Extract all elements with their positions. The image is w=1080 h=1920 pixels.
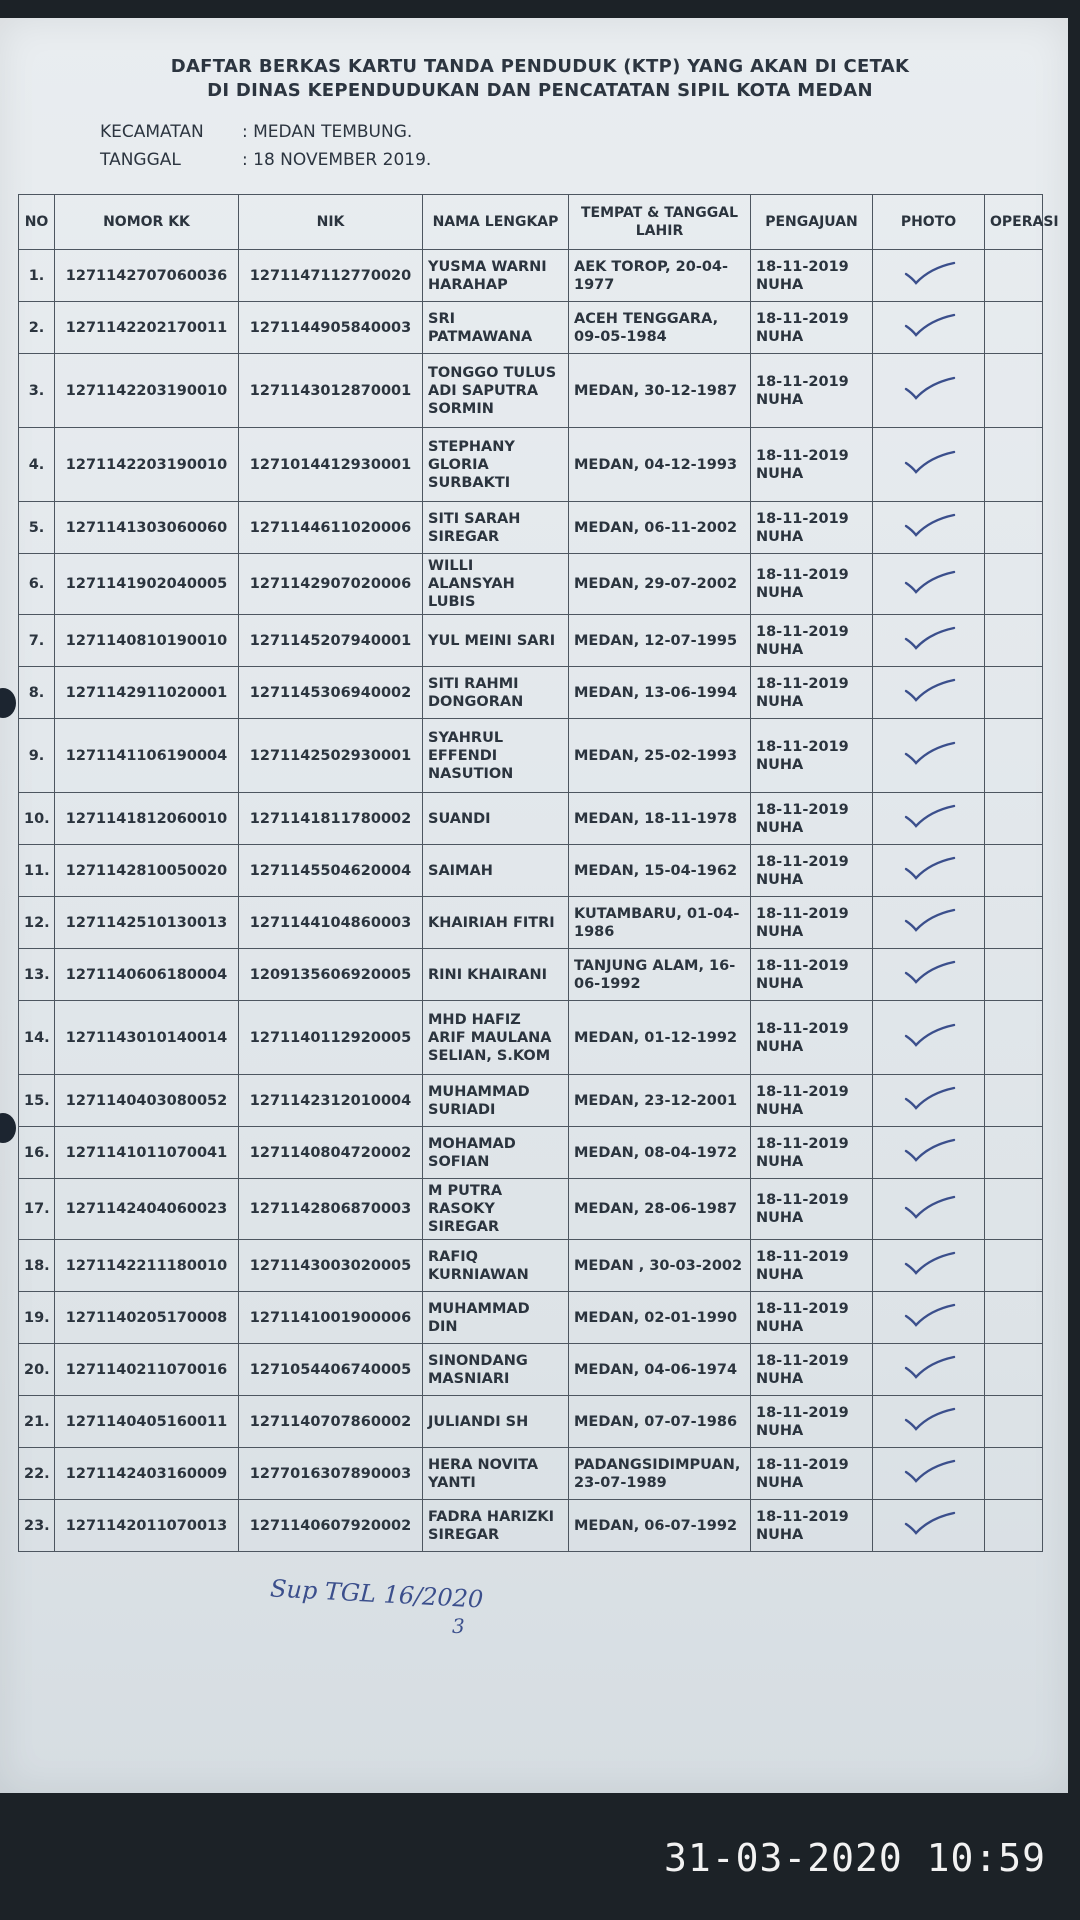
cell-pengajuan: 18-11-2019 NUHA xyxy=(751,667,873,719)
header-nik: NIK xyxy=(239,195,423,250)
cell-no: 7. xyxy=(19,615,55,667)
cell-pengajuan: 18-11-2019 NUHA xyxy=(751,1500,873,1552)
cell-pengajuan: 18-11-2019 NUHA xyxy=(751,428,873,502)
checkmark-icon xyxy=(900,959,958,985)
cell-operasi xyxy=(985,554,1043,615)
cell-nik: 1209135606920005 xyxy=(239,949,423,1001)
cell-nomor-kk: 1271142202170011 xyxy=(55,302,239,354)
cell-nama-lengkap: KHAIRIAH FITRI xyxy=(423,897,569,949)
cell-tempat-tanggal-lahir: MEDAN, 13-06-1994 xyxy=(569,667,751,719)
header-nomor-kk: NOMOR KK xyxy=(55,195,239,250)
table-row xyxy=(19,615,1043,667)
cell-nama-lengkap: TONGGO TULUS ADI SAPUTRA SORMIN xyxy=(423,354,569,428)
table-row xyxy=(19,250,1043,302)
cell-no: 6. xyxy=(19,554,55,615)
cell-pengajuan: 18-11-2019 NUHA xyxy=(751,719,873,793)
cell-photo xyxy=(873,1127,985,1179)
cell-nama-lengkap: SUANDI xyxy=(423,793,569,845)
cell-no: 4. xyxy=(19,428,55,502)
cell-no: 9. xyxy=(19,719,55,793)
cell-photo xyxy=(873,1179,985,1240)
cell-photo xyxy=(873,1001,985,1075)
cell-pengajuan: 18-11-2019 NUHA xyxy=(751,949,873,1001)
cell-nomor-kk: 1271142211180010 xyxy=(55,1240,239,1292)
cell-tempat-tanggal-lahir: MEDAN, 25-02-1993 xyxy=(569,719,751,793)
cell-operasi xyxy=(985,1396,1043,1448)
checkmark-icon xyxy=(900,260,958,286)
cell-nik: 1271142806870003 xyxy=(239,1179,423,1240)
checkmark-icon xyxy=(900,1510,958,1536)
cell-tempat-tanggal-lahir: MEDAN, 29-07-2002 xyxy=(569,554,751,615)
cell-no: 1. xyxy=(19,250,55,302)
document-title-line2: DI DINAS KEPENDUDUKAN DAN PENCATATAN SIPIL KOTA MEDAN xyxy=(207,80,873,101)
cell-nama-lengkap: RAFIQ KURNIAWAN xyxy=(423,1240,569,1292)
cell-pengajuan: 18-11-2019 NUHA xyxy=(751,1292,873,1344)
cell-no: 19. xyxy=(19,1292,55,1344)
cell-operasi xyxy=(985,1179,1043,1240)
cell-nama-lengkap: STEPHANY GLORIA SURBAKTI xyxy=(423,428,569,502)
tanggal-row xyxy=(100,150,431,170)
cell-photo xyxy=(873,1500,985,1552)
cell-pengajuan: 18-11-2019 NUHA xyxy=(751,845,873,897)
cell-nomor-kk: 1271141011070041 xyxy=(55,1127,239,1179)
cell-photo xyxy=(873,428,985,502)
cell-operasi xyxy=(985,302,1043,354)
cell-nomor-kk: 1271141902040005 xyxy=(55,554,239,615)
cell-nik: 1271140607920002 xyxy=(239,1500,423,1552)
cell-photo xyxy=(873,667,985,719)
cell-nomor-kk: 1271140205170008 xyxy=(55,1292,239,1344)
cell-nama-lengkap: MUHAMMAD DIN xyxy=(423,1292,569,1344)
cell-operasi xyxy=(985,1075,1043,1127)
table-row xyxy=(19,1001,1043,1075)
cell-nik: 1271143003020005 xyxy=(239,1240,423,1292)
checkmark-icon xyxy=(900,677,958,703)
cell-tempat-tanggal-lahir: MEDAN, 04-12-1993 xyxy=(569,428,751,502)
cell-nama-lengkap: JULIANDI SH xyxy=(423,1396,569,1448)
cell-operasi xyxy=(985,250,1043,302)
cell-nomor-kk: 1271142203190010 xyxy=(55,354,239,428)
table-row xyxy=(19,428,1043,502)
checkmark-icon xyxy=(900,1354,958,1380)
cell-nama-lengkap: M PUTRA RASOKY SIREGAR xyxy=(423,1179,569,1240)
cell-no: 20. xyxy=(19,1344,55,1396)
cell-nik: 1271141001900006 xyxy=(239,1292,423,1344)
cell-nama-lengkap: SITI RAHMI DONGORAN xyxy=(423,667,569,719)
cell-tempat-tanggal-lahir: MEDAN, 30-12-1987 xyxy=(569,354,751,428)
cell-photo xyxy=(873,793,985,845)
cell-operasi xyxy=(985,1127,1043,1179)
cell-nik: 1271014412930001 xyxy=(239,428,423,502)
table-row xyxy=(19,1179,1043,1240)
cell-photo xyxy=(873,554,985,615)
handwritten-note: Sup TGL 16/2020 xyxy=(269,1574,484,1614)
ktp-table xyxy=(18,194,1059,1552)
cell-photo xyxy=(873,354,985,428)
cell-no: 2. xyxy=(19,302,55,354)
cell-nama-lengkap: SAIMAH xyxy=(423,845,569,897)
table-row xyxy=(19,719,1043,793)
cell-operasi xyxy=(985,1001,1043,1075)
checkmark-icon xyxy=(900,569,958,595)
cell-pengajuan: 18-11-2019 NUHA xyxy=(751,1127,873,1179)
cell-operasi xyxy=(985,1240,1043,1292)
tanggal-label: TANGGAL xyxy=(100,150,181,170)
cell-no: 10. xyxy=(19,793,55,845)
paper-sheet xyxy=(0,18,1068,1793)
checkmark-icon xyxy=(900,1194,958,1220)
cell-operasi xyxy=(985,354,1043,428)
table-row xyxy=(19,845,1043,897)
table-header-row xyxy=(19,195,1043,250)
cell-no: 21. xyxy=(19,1396,55,1448)
cell-pengajuan: 18-11-2019 NUHA xyxy=(751,615,873,667)
cell-nama-lengkap: SINONDANG MASNIARI xyxy=(423,1344,569,1396)
cell-nama-lengkap: YUL MEINI SARI xyxy=(423,615,569,667)
cell-tempat-tanggal-lahir: AEK TOROP, 20-04-1977 xyxy=(569,250,751,302)
cell-nik: 1271145306940002 xyxy=(239,667,423,719)
cell-nomor-kk: 1271140405160011 xyxy=(55,1396,239,1448)
cell-pengajuan: 18-11-2019 NUHA xyxy=(751,502,873,554)
cell-operasi xyxy=(985,615,1043,667)
table-row xyxy=(19,1448,1043,1500)
table-row xyxy=(19,302,1043,354)
header-operasi: OPERASI xyxy=(985,195,1043,250)
table-row xyxy=(19,1127,1043,1179)
cell-nomor-kk: 1271142403160009 xyxy=(55,1448,239,1500)
header-pengajuan: PENGAJUAN xyxy=(751,195,873,250)
cell-photo xyxy=(873,1075,985,1127)
cell-nama-lengkap: MUHAMMAD SURIADI xyxy=(423,1075,569,1127)
checkmark-icon xyxy=(900,1137,958,1163)
cell-operasi xyxy=(985,897,1043,949)
cell-nomor-kk: 1271142203190010 xyxy=(55,428,239,502)
checkmark-icon xyxy=(900,1022,958,1048)
cell-tempat-tanggal-lahir: MEDAN, 02-01-1990 xyxy=(569,1292,751,1344)
cell-nik: 1271145504620004 xyxy=(239,845,423,897)
cell-nik: 1271141811780002 xyxy=(239,793,423,845)
checkmark-icon xyxy=(900,740,958,766)
cell-operasi xyxy=(985,667,1043,719)
cell-nik: 1271054406740005 xyxy=(239,1344,423,1396)
cell-photo xyxy=(873,1344,985,1396)
cell-photo xyxy=(873,502,985,554)
cell-operasi xyxy=(985,1500,1043,1552)
cell-pengajuan: 18-11-2019 NUHA xyxy=(751,1396,873,1448)
cell-no: 16. xyxy=(19,1127,55,1179)
cell-nik: 1271144104860003 xyxy=(239,897,423,949)
cell-operasi xyxy=(985,1448,1043,1500)
cell-no: 17. xyxy=(19,1179,55,1240)
cell-nama-lengkap: RINI KHAIRANI xyxy=(423,949,569,1001)
cell-photo xyxy=(873,845,985,897)
cell-no: 8. xyxy=(19,667,55,719)
cell-nomor-kk: 1271140810190010 xyxy=(55,615,239,667)
checkmark-icon xyxy=(900,1406,958,1432)
cell-no: 11. xyxy=(19,845,55,897)
table-row xyxy=(19,1396,1043,1448)
checkmark-icon xyxy=(900,1302,958,1328)
cell-nomor-kk: 1271142810050020 xyxy=(55,845,239,897)
cell-no: 23. xyxy=(19,1500,55,1552)
cell-nik: 1277016307890003 xyxy=(239,1448,423,1500)
cell-nama-lengkap: WILLI ALANSYAH LUBIS xyxy=(423,554,569,615)
cell-tempat-tanggal-lahir: MEDAN, 06-11-2002 xyxy=(569,502,751,554)
cell-nama-lengkap: SITI SARAH SIREGAR xyxy=(423,502,569,554)
cell-no: 14. xyxy=(19,1001,55,1075)
cell-no: 3. xyxy=(19,354,55,428)
cell-pengajuan: 18-11-2019 NUHA xyxy=(751,1179,873,1240)
cell-pengajuan: 18-11-2019 NUHA xyxy=(751,793,873,845)
cell-tempat-tanggal-lahir: MEDAN, 23-12-2001 xyxy=(569,1075,751,1127)
cell-tempat-tanggal-lahir: MEDAN, 04-06-1974 xyxy=(569,1344,751,1396)
cell-nomor-kk: 1271141303060060 xyxy=(55,502,239,554)
cell-tempat-tanggal-lahir: MEDAN, 07-07-1986 xyxy=(569,1396,751,1448)
cell-pengajuan: 18-11-2019 NUHA xyxy=(751,302,873,354)
camera-timestamp: 31-03-2020 10:59 xyxy=(664,1836,1047,1880)
cell-nik: 1271145207940001 xyxy=(239,615,423,667)
cell-tempat-tanggal-lahir: MEDAN, 18-11-1978 xyxy=(569,793,751,845)
cell-tempat-tanggal-lahir: MEDAN, 15-04-1962 xyxy=(569,845,751,897)
cell-pengajuan: 18-11-2019 NUHA xyxy=(751,354,873,428)
checkmark-icon xyxy=(900,625,958,651)
cell-photo xyxy=(873,1396,985,1448)
cell-nama-lengkap: SRI PATMAWANA xyxy=(423,302,569,354)
table-row xyxy=(19,667,1043,719)
cell-photo xyxy=(873,719,985,793)
cell-tempat-tanggal-lahir: MEDAN, 06-07-1992 xyxy=(569,1500,751,1552)
cell-operasi xyxy=(985,793,1043,845)
cell-nik: 1271140804720002 xyxy=(239,1127,423,1179)
table-row xyxy=(19,1240,1043,1292)
checkmark-icon xyxy=(900,1250,958,1276)
cell-tempat-tanggal-lahir: MEDAN, 12-07-1995 xyxy=(569,615,751,667)
cell-tempat-tanggal-lahir: ACEH TENGGARA, 09-05-1984 xyxy=(569,302,751,354)
checkmark-icon xyxy=(900,907,958,933)
cell-nik: 1271140112920005 xyxy=(239,1001,423,1075)
cell-photo xyxy=(873,1448,985,1500)
cell-nama-lengkap: HERA NOVITA YANTI xyxy=(423,1448,569,1500)
cell-photo xyxy=(873,1292,985,1344)
kecamatan-label: KECAMATAN xyxy=(100,122,204,142)
cell-pengajuan: 18-11-2019 NUHA xyxy=(751,1344,873,1396)
cell-photo xyxy=(873,897,985,949)
cell-nomor-kk: 1271141106190004 xyxy=(55,719,239,793)
cell-pengajuan: 18-11-2019 NUHA xyxy=(751,1001,873,1075)
cell-nomor-kk: 1271143010140014 xyxy=(55,1001,239,1075)
cell-photo xyxy=(873,302,985,354)
handwritten-note-line2: 3 xyxy=(452,1614,465,1638)
cell-operasi xyxy=(985,1344,1043,1396)
cell-tempat-tanggal-lahir: MEDAN , 30-03-2002 xyxy=(569,1240,751,1292)
table-row xyxy=(19,1500,1043,1552)
cell-tempat-tanggal-lahir: TANJUNG ALAM, 16-06-1992 xyxy=(569,949,751,1001)
cell-operasi xyxy=(985,719,1043,793)
cell-tempat-tanggal-lahir: KUTAMBARU, 01-04-1986 xyxy=(569,897,751,949)
cell-operasi xyxy=(985,428,1043,502)
cell-nomor-kk: 1271142510130013 xyxy=(55,897,239,949)
table-row xyxy=(19,502,1043,554)
cell-pengajuan: 18-11-2019 NUHA xyxy=(751,1448,873,1500)
table-row xyxy=(19,793,1043,845)
table-row xyxy=(19,554,1043,615)
header-tempat-tanggal-lahir: TEMPAT & TANGGAL LAHIR xyxy=(569,195,751,250)
checkmark-icon xyxy=(900,803,958,829)
cell-operasi xyxy=(985,949,1043,1001)
cell-nama-lengkap: YUSMA WARNI HARAHAP xyxy=(423,250,569,302)
cell-operasi xyxy=(985,502,1043,554)
cell-pengajuan: 18-11-2019 NUHA xyxy=(751,554,873,615)
cell-nomor-kk: 1271140403080052 xyxy=(55,1075,239,1127)
header-no: NO xyxy=(19,195,55,250)
cell-nik: 1271143012870001 xyxy=(239,354,423,428)
table-row xyxy=(19,897,1043,949)
cell-tempat-tanggal-lahir: MEDAN, 28-06-1987 xyxy=(569,1179,751,1240)
cell-nama-lengkap: MHD HAFIZ ARIF MAULANA SELIAN, S.KOM xyxy=(423,1001,569,1075)
cell-nik: 1271147112770020 xyxy=(239,250,423,302)
cell-nomor-kk: 1271142404060023 xyxy=(55,1179,239,1240)
cell-photo xyxy=(873,250,985,302)
cell-nomor-kk: 1271142011070013 xyxy=(55,1500,239,1552)
cell-operasi xyxy=(985,845,1043,897)
cell-nik: 1271144905840003 xyxy=(239,302,423,354)
cell-nomor-kk: 1271142911020001 xyxy=(55,667,239,719)
cell-nik: 1271144611020006 xyxy=(239,502,423,554)
cell-tempat-tanggal-lahir: MEDAN, 08-04-1972 xyxy=(569,1127,751,1179)
cell-no: 12. xyxy=(19,897,55,949)
cell-no: 5. xyxy=(19,502,55,554)
cell-nomor-kk: 1271140606180004 xyxy=(55,949,239,1001)
cell-no: 13. xyxy=(19,949,55,1001)
cell-tempat-tanggal-lahir: PADANGSIDIMPUAN, 23-07-1989 xyxy=(569,1448,751,1500)
cell-photo xyxy=(873,615,985,667)
cell-pengajuan: 18-11-2019 NUHA xyxy=(751,897,873,949)
table-row xyxy=(19,354,1043,428)
cell-pengajuan: 18-11-2019 NUHA xyxy=(751,1240,873,1292)
header-photo: PHOTO xyxy=(873,195,985,250)
table-row xyxy=(19,1075,1043,1127)
document-title-line1: DAFTAR BERKAS KARTU TANDA PENDUDUK (KTP) YANG AKAN DI CETAK xyxy=(170,56,910,77)
header-nama-lengkap: NAMA LENGKAP xyxy=(423,195,569,250)
kecamatan-value: : MEDAN TEMBUNG. xyxy=(242,122,413,142)
cell-operasi xyxy=(985,1292,1043,1344)
cell-no: 22. xyxy=(19,1448,55,1500)
tanggal-value: : 18 NOVEMBER 2019. xyxy=(242,150,432,170)
cell-pengajuan: 18-11-2019 NUHA xyxy=(751,1075,873,1127)
cell-nik: 1271142907020006 xyxy=(239,554,423,615)
cell-nama-lengkap: FADRA HARIZKI SIREGAR xyxy=(423,1500,569,1552)
checkmark-icon xyxy=(900,1458,958,1484)
checkmark-icon xyxy=(900,449,958,475)
cell-no: 18. xyxy=(19,1240,55,1292)
checkmark-icon xyxy=(900,375,958,401)
cell-nomor-kk: 1271141812060010 xyxy=(55,793,239,845)
checkmark-icon xyxy=(900,312,958,338)
cell-nik: 1271142502930001 xyxy=(239,719,423,793)
cell-nomor-kk: 1271142707060036 xyxy=(55,250,239,302)
cell-photo xyxy=(873,1240,985,1292)
table-row xyxy=(19,1344,1043,1396)
cell-nama-lengkap: SYAHRUL EFFENDI NASUTION xyxy=(423,719,569,793)
checkmark-icon xyxy=(900,855,958,881)
cell-nama-lengkap: MOHAMAD SOFIAN xyxy=(423,1127,569,1179)
table-row xyxy=(19,1292,1043,1344)
cell-nik: 1271140707860002 xyxy=(239,1396,423,1448)
checkmark-icon xyxy=(900,1085,958,1111)
kecamatan-row xyxy=(100,122,412,142)
cell-no: 15. xyxy=(19,1075,55,1127)
table-row xyxy=(19,949,1043,1001)
cell-nik: 1271142312010004 xyxy=(239,1075,423,1127)
checkmark-icon xyxy=(900,512,958,538)
cell-tempat-tanggal-lahir: MEDAN, 01-12-1992 xyxy=(569,1001,751,1075)
cell-nomor-kk: 1271140211070016 xyxy=(55,1344,239,1396)
cell-pengajuan: 18-11-2019 NUHA xyxy=(751,250,873,302)
cell-photo xyxy=(873,949,985,1001)
